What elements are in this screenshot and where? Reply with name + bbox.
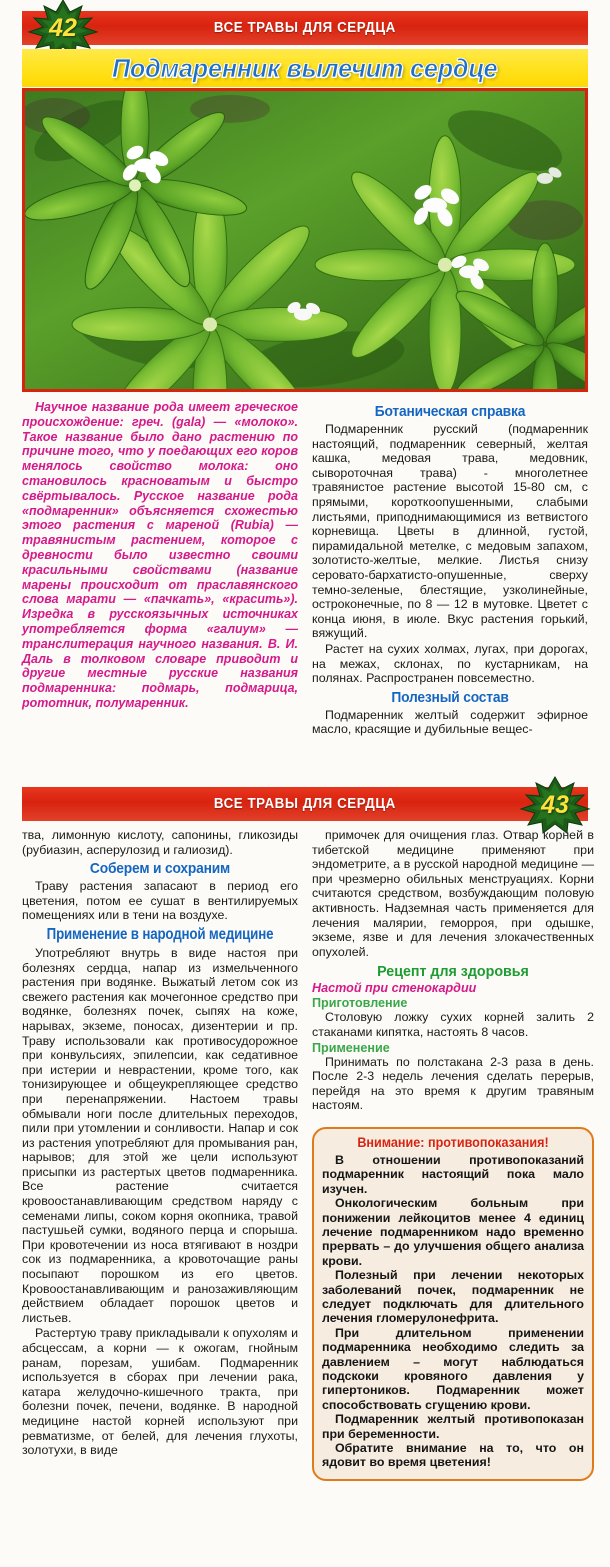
warning-paragraph-6: Обратите внимание на то, что он ядовит во время цветения! xyxy=(322,1441,584,1470)
recipe-step-1-text: Столовую ложку сухих корней залить 2 стаканами кипятка, настоять 8 часов. xyxy=(312,1010,594,1039)
heading-composition: Полезный состав xyxy=(391,688,509,706)
heading-botanical: Ботаническая справка xyxy=(374,403,526,420)
harvest-paragraph: Траву растения запасают в период его цветения, потом ее сушат в вентилируемых помещениях или в тени на воздухе. xyxy=(22,879,298,923)
heading-folk-medicine: Применение в народной медицине xyxy=(46,925,274,943)
warning-paragraph-5: Подмаренник желтый противопоказан при беременности. xyxy=(322,1412,584,1441)
botanical-paragraph-1: Подмаренник русский (подмаренник настоящий, подмаренник северный, желтая кашка, медовая трава, медовник, сывороточная трава) - многолетнее травянистое растение высотой 15-80 см, с прямыми, короткоопушенными, слабыми листьями, приподнимающимися из ветвистого корневища. Цветы в длинной, густой, пирамидальной метелке, с медовым запахом, золотисто-желтые, мелкие. Листья снизу серовато-бархатисто-опушенные, сверху темно-зеленые, блестящие, узколинейные, остроконечные, по 8 — 12 в мутовке. Цветет с конца июня, в июле. Вкус растения горький, вяжущий. xyxy=(312,422,588,641)
composition-paragraph-part-2: тва, лимонную кислоту, сапонины, гликозиды (рубиазин, асперулозид и галиозид). xyxy=(22,828,298,857)
folk-paragraph-2-left: Растертую траву прикладывали к опухолям и абсцессам, а корни — к ожогам, гнойным ранам, порезам, ушибам. Подмаренник используется в сборах при лечении рака, катара желудочно-кишечного тракта, при болезни почек, печени, водянке. В народной медицине настой корней используют при ревматизме, от белей, для лечения глухоты, золотухи, в виде xyxy=(22,1326,298,1458)
section-banner-bottom xyxy=(22,787,588,821)
warning-paragraph-3: Полезный при лечении некоторых заболеваний почек, подмаренник не следует подключать для длительного лечения гломерулонефрита. xyxy=(322,1268,584,1326)
warning-box xyxy=(312,1127,594,1481)
page-number-left-wrap xyxy=(26,0,100,58)
page-number-right-wrap xyxy=(518,775,592,835)
botanical-paragraph-2: Растет на сухих холмах, лугах, при дорогах, на межах, склонах, по кустарникам, на полянах. Распространен повсеместно. xyxy=(312,641,588,686)
warning-paragraph-2: Онкологическим больным при понижении лейкоцитов менее 4 единиц лечение подмаренником надо временно прервать – до улучшения общего анализа крови. xyxy=(322,1196,584,1268)
warning-paragraph-1: В отношении противопоказаний подмаренник настоящий пока мало изучен. xyxy=(322,1152,584,1196)
column-right-page-43 xyxy=(312,828,594,1481)
heading-harvest: Соберем и сохраним xyxy=(89,860,231,878)
column-left-page-42 xyxy=(22,400,298,711)
article-title: Подмаренник вылечит сердце xyxy=(112,52,498,83)
recipe-step-1-label: Приготовление xyxy=(312,996,408,1011)
intro-paragraph: Научное название рода имеет греческое происхождение: греч. (gala) — «молоко». Такое название было дано растению по причине того, что у поедающих его коров менялось свойство молока: оно становилось красноватым и быстро свёртывалось. Русское название рода «подмаренник» объясняется схожестью этого растения с мареной (Rubia) — травянистым растением, которое с древности было известно своими красильными свойствами (название марены происходит от праславянского слова марати — «пачкать», «красить»). Изредка в русскоязычных источниках употребляется форма «галиум» — транслитерация научного названия. В. И. Даль в толковом словаре приводит и другие местные русские названия подмаренника: подмарь, подмарица, рототник, полумаренник. xyxy=(22,400,298,710)
page-number-left: 42 xyxy=(49,13,77,42)
heading-recipe: Рецепт для здоровья xyxy=(377,963,529,981)
recipe-subtitle: Настой при стенокардии xyxy=(312,981,477,996)
column-right-page-42 xyxy=(312,400,588,738)
composition-paragraph-part-1: Подмаренник желтый содержит эфирное масло, красящие и дубильные вещес- xyxy=(312,707,588,737)
folk-paragraph-1: Употребляют внутрь в виде настоя при болезнях сердца, напар из измельченного растения при водянке. Выжатый летом сок из свежего растения как мочегонное средство при водянке, болезнях почек, сыпях на коже, нарывах, экземе, поносах, дизентерии и пр. Траву использовали как противосудорожное при конвульсиях, эпилепсии, как седативное при истерии и неврастении, кроме того, как тонизирующее и общеукрепляющее средство при перенапряжении. Настоем травы обмывали ноги после длительных переходов, пили при утомлении и сонливости. Напар и сок из растения употребляют для промывания ран, нарывов; для этой же цели используют присыпки из растертых цветов подмаренника. Все растение считается кровоостанавливающим средством наряду с семенами липы, соком корня окопника, травой пастушьей сумки, водяного перца и спорыша. При кровотечении из носа втягивают в ноздри сок из подмаренника, а кровоточащие раны посыпают порошком из его цветов. Кровоостанавливающим и ранозаживляющим действием обладает порошок цветов и листьев. xyxy=(22,945,298,1325)
article-title-strip xyxy=(22,49,588,87)
column-left-page-43 xyxy=(22,828,298,1459)
article-photo xyxy=(22,88,588,392)
section-banner-title-bottom: ВСЕ ТРАВЫ ДЛЯ СЕРДЦА xyxy=(214,796,396,812)
warning-heading: Внимание: противопоказания! xyxy=(357,1133,549,1150)
warning-paragraph-4: При длительном применении подмаренника необходимо следить за давлением – могут наблюдаться подскоки кровяного давления у гипертоников. Подмаренник может способствовать сгущению крови. xyxy=(322,1325,584,1412)
section-banner-top xyxy=(22,11,588,45)
section-banner-title: ВСЕ ТРАВЫ ДЛЯ СЕРДЦА xyxy=(214,20,396,36)
folk-paragraph-2-right: примочек для очищения глаз. Отвар корней в тибетской медицине применяют при эндометрите, а в русской народной медицине — при чрезмерно обильных менструациях. Корни считаются средством, возбуждающим половую активность. Надземная часть применяется для лечения малярии, геморроя, при одышке, экземе, язве и для лечения злокачественных опухолей. xyxy=(312,828,594,959)
recipe-step-2-text: Принимать по полстакана 2-3 раза в день. После 2-3 недель лечения сделать перерыв, перейдя на это время к другим травяным настоям. xyxy=(312,1054,594,1113)
plant-photo-illustration xyxy=(25,91,585,389)
recipe-step-2-label: Применение xyxy=(312,1040,390,1055)
page-number-right: 43 xyxy=(541,790,569,819)
